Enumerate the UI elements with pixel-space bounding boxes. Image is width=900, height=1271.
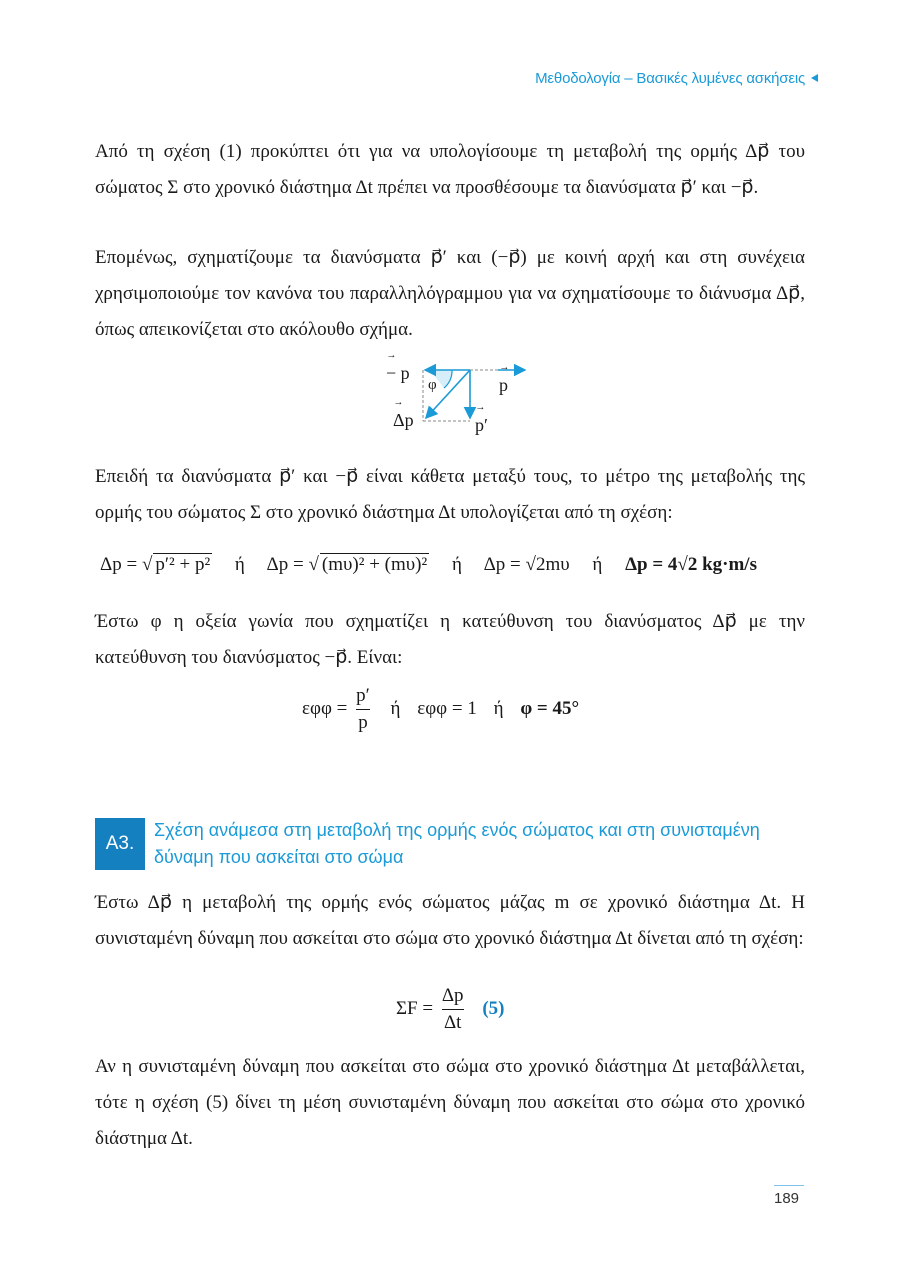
eq-tan-result: φ = 45° <box>520 697 580 719</box>
eq-or: ή <box>234 554 245 575</box>
running-title: Μεθοδολογία – Βασικές λυμένες ασκήσεις <box>535 70 805 87</box>
eq-or-3: ή <box>592 554 603 575</box>
eq-result: Δp = 4√2 kg·m/s <box>625 554 757 575</box>
eq-sqrt2: √2 <box>525 554 546 575</box>
label-p: → p <box>499 375 508 396</box>
eq-tan-fraction <box>356 683 370 736</box>
paragraph-3: Επειδή τα διανύσματα p⃗′ και −p⃗ είναι κάθετα μεταξύ τους, το μέτρο της μεταβολής της ορμής του σώματος Σ στο χρονικό διάστημα Δt υπολογίζεται από τη σχέση: <box>95 466 805 523</box>
eq-force-fraction <box>442 983 464 1036</box>
running-header <box>535 70 818 87</box>
section-number-badge: Α3. <box>95 818 145 870</box>
label-delta-p: → Δp <box>393 410 414 431</box>
equation-force <box>396 983 504 1036</box>
eq-lhs: Δp = <box>100 554 138 575</box>
eq-or-2: ή <box>451 554 462 575</box>
eq-tan-lhs: εφφ = <box>302 697 348 719</box>
paragraph-1: Από τη σχέση (1) προκύπτει ότι για να υπολογίσουμε τη μεταβολή της ορμής Δp⃗ του σώματος Σ στο χρονικό διάστημα Δt πρέπει να προσθέσουμε τα διανύσματα p⃗′ και −p⃗. <box>95 141 805 198</box>
page-number-rule <box>774 1185 804 1186</box>
eq-force-lhs: ΣF = <box>396 997 434 1019</box>
paragraph-6: Αν η συνισταμένη δύναμη που ασκείται στο σώμα στο χρονικό διάστημα Δt μεταβάλλεται, τότε η σχέση (5) δίνει τη μέση συνισταμένη δύναμη που ασκείται στο σώμα στο χρονικό διάστημα Δt. <box>95 1056 805 1149</box>
section-title: Σχέση ανάμεσα στη μεταβολή της ορμής ενός σώματος και στη συνισταμένη δύναμη που ασκείται στο σώμα <box>154 820 760 867</box>
eq-term-3: mυ <box>545 554 570 575</box>
eq-force-label: (5) <box>482 997 505 1019</box>
equation-tan-phi <box>302 683 579 736</box>
eq-tan-den: p <box>358 712 368 733</box>
vector-diagram <box>380 355 550 440</box>
paragraph-4: Έστω φ η οξεία γωνία που σχηματίζει η κατεύθυνση του διανύσματος Δp⃗ με την κατεύθυνση του διανύσματος −p⃗. Είναι: <box>95 611 805 668</box>
label-angle-phi: φ <box>428 377 437 393</box>
label-p-prime: → p′ <box>475 415 488 436</box>
triangle-left-icon <box>811 74 818 82</box>
eq-force-num: Δp <box>442 983 464 1010</box>
eq-term-2: (mυ)² + (mυ)² <box>321 554 428 575</box>
equation-delta-p: Δp = √ p′² + p² ή Δp = √ (mυ)² + (mυ)² ή Δp = √2mυ ή Δp = 4√2 kg·m/s <box>100 554 757 575</box>
eq-lhs-3: Δp = <box>483 554 521 575</box>
eq-force-den: Δt <box>443 1012 462 1033</box>
label-neg-p: → − p <box>386 363 410 384</box>
eq-term-1: p′² + p² <box>155 554 211 575</box>
eq-tan-or-2: ή <box>493 697 504 719</box>
eq-lhs-2: Δp = <box>266 554 304 575</box>
eq-tan-num: p′ <box>356 683 370 710</box>
paragraph-2: Επομένως, σχηματίζουμε τα διανύσματα p⃗′ και (−p⃗) με κοινή αρχή και στη συνέχεια χρησιμοποιούμε τον κανόνα του παραλληλόγραμμου για να σχηματίσουμε το διάνυσμα Δp⃗, όπως απεικονίζεται στο ακόλουθο σχήμα. <box>95 247 805 340</box>
eq-tan-or: ή <box>390 697 401 719</box>
eq-tan-mid: εφφ = 1 <box>417 697 477 719</box>
page-number: 189 <box>774 1190 800 1207</box>
paragraph-5: Έστω Δp⃗ η μεταβολή της ορμής ενός σώματος μάζας m σε χρονικό διάστημα Δt. Η συνισταμένη δύναμη που ασκείται στο σώμα στο χρονικό διάστημα Δt δίνεται από τη σχέση: <box>95 892 805 949</box>
